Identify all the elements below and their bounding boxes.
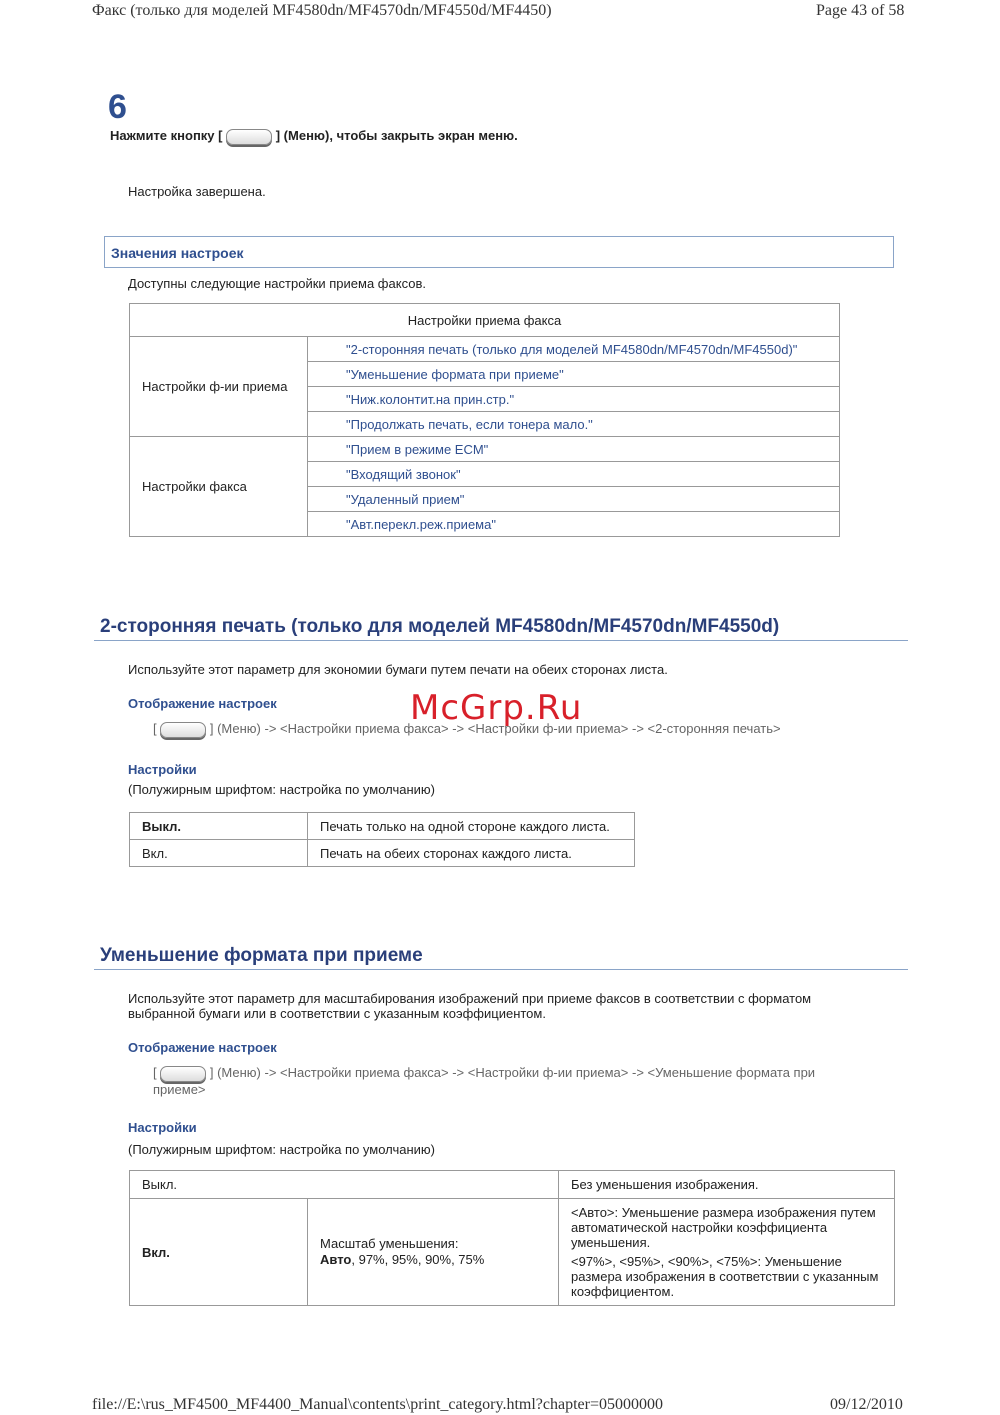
- duplex-off-desc: Печать только на одной стороне каждого листа.: [308, 813, 635, 840]
- reduce-on-desc: [559, 1199, 895, 1306]
- reduce-scale-cell: [308, 1199, 559, 1306]
- duplex-off: Выкл.: [130, 813, 308, 840]
- step-number: 6: [108, 88, 127, 126]
- duplex-table: [129, 812, 635, 867]
- reduce-path-text: ] (Меню) -> <Настройки приема факса> -> <Настройки ф-ии приема> -> <Уменьшение формата при: [209, 1065, 816, 1080]
- values-intro: Доступны следующие настройки приема факсов.: [128, 276, 426, 291]
- duplex-path-bracket: [: [153, 721, 157, 736]
- settings-table: [129, 303, 840, 537]
- reduce-scale-rest: , 97%, 95%, 90%, 75%: [351, 1252, 485, 1267]
- duplex-divider: [94, 640, 908, 641]
- reduce-settings-label: Настройки: [128, 1120, 197, 1135]
- reduce-table: [129, 1170, 895, 1306]
- duplex-path-text: ] (Меню) -> <Настройки приема факса> -> <Настройки ф-ии приема> -> <2-сторонняя печать>: [209, 721, 781, 736]
- duplex-display-label: Отображение настроек: [128, 696, 277, 711]
- link-continue-print[interactable]: "Продолжать печать, если тонера мало.": [308, 412, 840, 437]
- duplex-desc: Используйте этот параметр для экономии бумаги путем печати на обеих сторонах листа.: [128, 662, 668, 677]
- reduce-path-bracket: [: [153, 1065, 157, 1080]
- reduce-on: Вкл.: [130, 1199, 308, 1306]
- reduce-heading: Уменьшение формата при приеме: [100, 945, 423, 966]
- reduce-path-2: приеме>: [153, 1082, 206, 1097]
- step-done-text: Настройка завершена.: [128, 184, 266, 199]
- menu-key-icon: [160, 1066, 206, 1082]
- duplex-on: Вкл.: [130, 840, 308, 867]
- link-ecm[interactable]: "Прием в режиме ECM": [308, 437, 840, 462]
- step-text-after: ] (Меню), чтобы закрыть экран меню.: [275, 128, 518, 143]
- reduce-scale-label: Масштаб уменьшения:: [320, 1236, 459, 1251]
- page-number: Page 43 of 58: [816, 2, 905, 19]
- link-auto-switch[interactable]: "Авт.перекл.реж.приема": [308, 512, 840, 537]
- duplex-heading: 2-сторонняя печать (только для моделей MF4580dn/MF4570dn/MF4550d): [100, 616, 780, 637]
- duplex-settings-note: (Полужирным шрифтом: настройка по умолчанию): [128, 782, 435, 797]
- reduce-path-1: [153, 1065, 815, 1082]
- link-footer[interactable]: "Ниж.колонтит.на прин.стр.": [308, 387, 840, 412]
- reduce-desc-2: выбранной бумаги или в соответствии с указанным коэффициентом.: [128, 1006, 546, 1021]
- link-remote-rx[interactable]: "Удаленный прием": [308, 487, 840, 512]
- reduce-off: Выкл.: [130, 1171, 559, 1199]
- reduce-settings-note: (Полужирным шрифтом: настройка по умолчанию): [128, 1142, 435, 1157]
- document-title: Факс (только для моделей MF4580dn/MF4570dn/MF4550d/MF4450): [92, 2, 552, 19]
- group-receive-settings: Настройки ф-ии приема: [130, 337, 308, 437]
- group-fax-settings: Настройки факса: [130, 437, 308, 537]
- values-section-header: [104, 236, 894, 268]
- link-reduce[interactable]: "Уменьшение формата при приеме": [308, 362, 840, 387]
- menu-key-icon: [160, 722, 206, 738]
- reduce-auto-desc: <Авто>: Уменьшение размера изображения путем автоматической настройки коэффициента уменьшения.: [571, 1205, 876, 1250]
- watermark: McGrp.Ru: [410, 688, 583, 728]
- settings-table-header: Настройки приема факса: [130, 304, 840, 337]
- step-text-before: Нажмите кнопку [: [110, 128, 223, 143]
- duplex-settings-label: Настройки: [128, 762, 197, 777]
- reduce-scale-values: [320, 1252, 557, 1268]
- link-incoming-ring[interactable]: "Входящий звонок": [308, 462, 840, 487]
- reduce-fixed-desc: <97%>, <95%>, <90%>, <75%>: Уменьшение размера изображения в соответствии с указанным коэффициентом.: [571, 1254, 879, 1299]
- reduce-off-desc: Без уменьшения изображения.: [559, 1171, 895, 1199]
- duplex-on-desc: Печать на обеих сторонах каждого листа.: [308, 840, 635, 867]
- link-duplex[interactable]: "2-сторонняя печать (только для моделей MF4580dn/MF4570dn/MF4550d)": [308, 337, 840, 362]
- menu-key-icon: [226, 129, 272, 145]
- footer-path: file://E:\rus_MF4500_MF4400_Manual\contents\print_category.html?chapter=05000000: [92, 1396, 664, 1413]
- step-instruction: [110, 128, 518, 145]
- reduce-display-label: Отображение настроек: [128, 1040, 277, 1055]
- footer-date: 09/12/2010: [830, 1396, 903, 1413]
- values-section-title: Значения настроек: [111, 245, 244, 261]
- reduce-divider: [94, 969, 908, 970]
- reduce-desc-1: Используйте этот параметр для масштабирования изображений при приеме факсов в соответствии с форматом: [128, 991, 812, 1006]
- reduce-scale-default: Авто: [320, 1252, 352, 1267]
